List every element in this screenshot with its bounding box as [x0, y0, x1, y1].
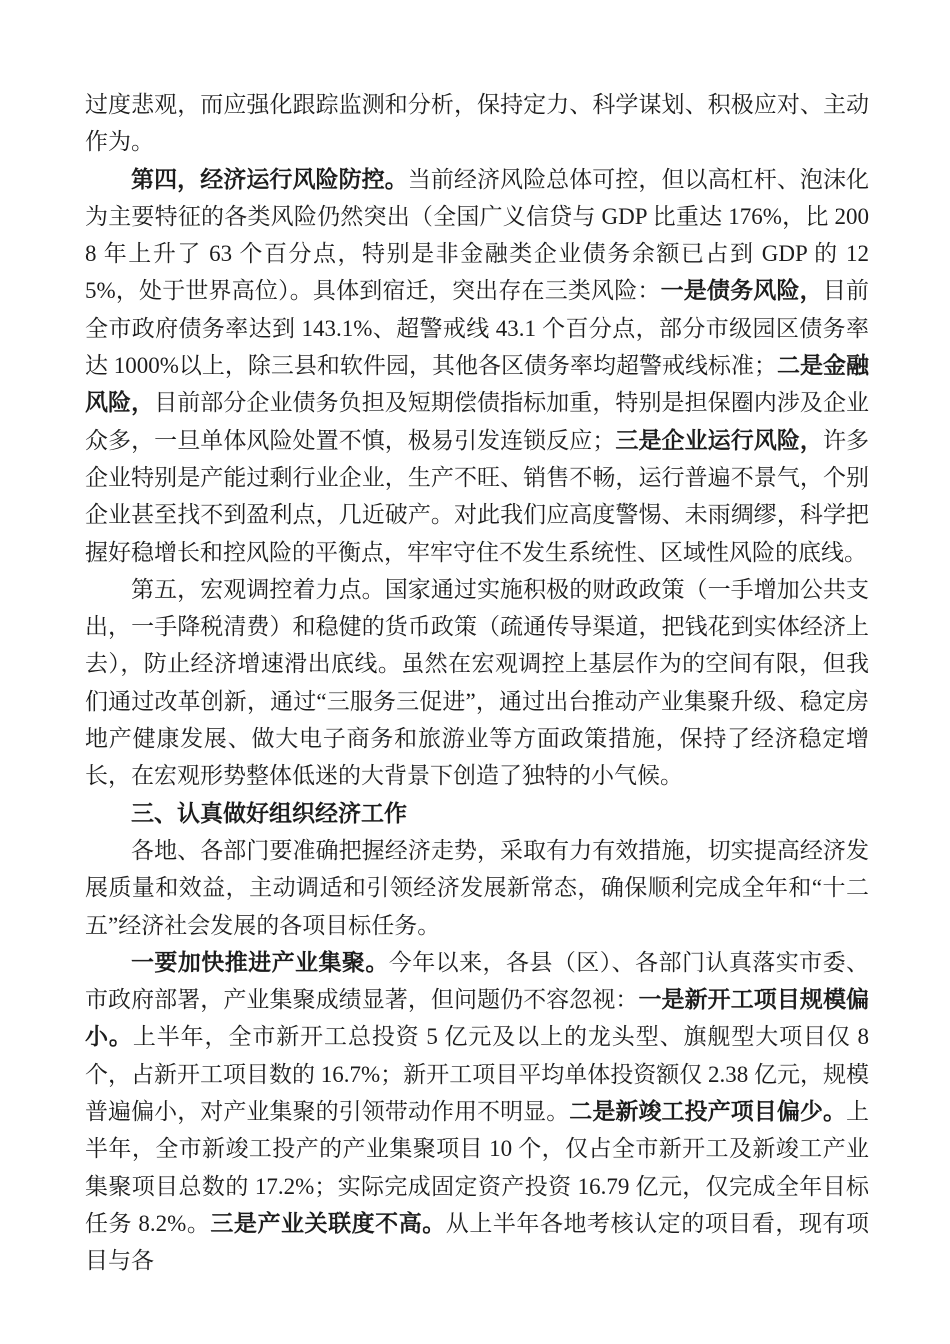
paragraph [85, 944, 869, 1280]
emphasis-text: 一要加快推进产业集聚。 [131, 949, 389, 975]
body-text: 从上半年各地考核认定的项目看，现有项目与各 [85, 1210, 870, 1274]
emphasis-text: 第四，经济运行风险防控。 [131, 166, 408, 192]
paragraph [85, 86, 869, 161]
emphasis-text: 二是新竣工投产项目偏少。 [569, 1099, 847, 1125]
paragraph [85, 832, 869, 944]
body-text: 过度悲观，而应强化跟踪监测和分析，保持定力、科学谋划、积极应对、主动作为。 [85, 92, 869, 155]
body-text: 第五，宏观调控着力点。国家通过实施积极的财政政策（一手增加公共支出，一手降税清费）和稳健的货币政策（疏通传导渠道，把钱花到实体经济上去），防止经济增速滑出底线。虽然在宏观调控上基层作为的空间有限，但我们通过改革创新，通过“三服务三促进”，通过出台推动产业集聚升级、稳定房地产健康发展、做大电子商务和旅游业等方面政策措施，保持了经济稳定增长，在宏观形势整体低迷的大背景下创造了独特的小气候。 [85, 576, 869, 789]
body-text: 上半年，全市新竣工投产的产业集聚项目 10 个，仅占全市新开工及新竣工产业集聚项目总数的 17.2%；实际完成固定资产投资 16.79 亿元，仅完成全年目标任务 8.2%。 [85, 1099, 870, 1236]
body-text: 当前经济风险总体可控，但以高杠杆、泡沫化为主要特征的各类风险仍然突出（全国广义信贷与 GDP 比重达 176%，比 2008 年上升了 63 个百分点，特别是非金融类企业债务余额已占到 GDP 的 125%，处于世界高位）。具体到宿迁，突出存在三类风险： [85, 166, 870, 304]
body-text: 各地、各部门要准确把握经济走势，采取有力有效措施，切实提高经济发展质量和效益，主动调适和引领经济发展新常态，确保顺利完成全年和“十二五”经济社会发展的各项目标任务。 [85, 837, 869, 938]
emphasis-text: 一是债务风险， [660, 278, 823, 304]
document-body [85, 86, 869, 1280]
emphasis-text: 三是产业关联度不高。 [210, 1210, 446, 1236]
section-heading [85, 795, 869, 832]
emphasis-text: 三、认真做好组织经济工作 [131, 799, 407, 826]
body-text: 目前部分企业债务负担及短期偿债指标加重，特别是担保圈内涉及企业众多，一旦单体风险处置不慎，极易引发连锁反应； [85, 390, 870, 453]
body-text: 今年以来，各县（区）、各部门认真落实市委、市政府部署，产业集聚成绩显著，但问题仍不容忽视： [85, 949, 870, 1013]
emphasis-text: 一是新开工项目规模偏小。 [85, 987, 870, 1050]
emphasis-text: 三是企业运行风险， [615, 427, 823, 453]
body-text: 目前全市政府债务率达到 143.1%、超警戒线 43.1 个百分点，部分市级园区债务率达 1000%以上，除三县和软件园，其他各区债务率均超警戒线标准； [85, 278, 870, 379]
body-text: 许多企业特别是产能过剩行业企业，生产不旺、销售不畅，运行普遍不景气，个别企业甚至找不到盈利点，几近破产。对此我们应高度警惕、未雨绸缪，科学把握好稳增长和控风险的平衡点，牢牢守住不发生系统性、区域性风险的底线。 [85, 427, 870, 565]
paragraph [85, 571, 869, 795]
body-text: 上半年，全市新开工总投资 5 亿元及以上的龙头型、旗舰型大项目仅 8 个，占新开工项目数的 16.7%；新开工项目平均单体投资额仅 2.38 亿元，规模普遍偏小，对产业集聚的引领带动作用不明显。 [85, 1024, 870, 1125]
paragraph [85, 161, 869, 571]
emphasis-text: 二是金融风险， [85, 353, 869, 416]
